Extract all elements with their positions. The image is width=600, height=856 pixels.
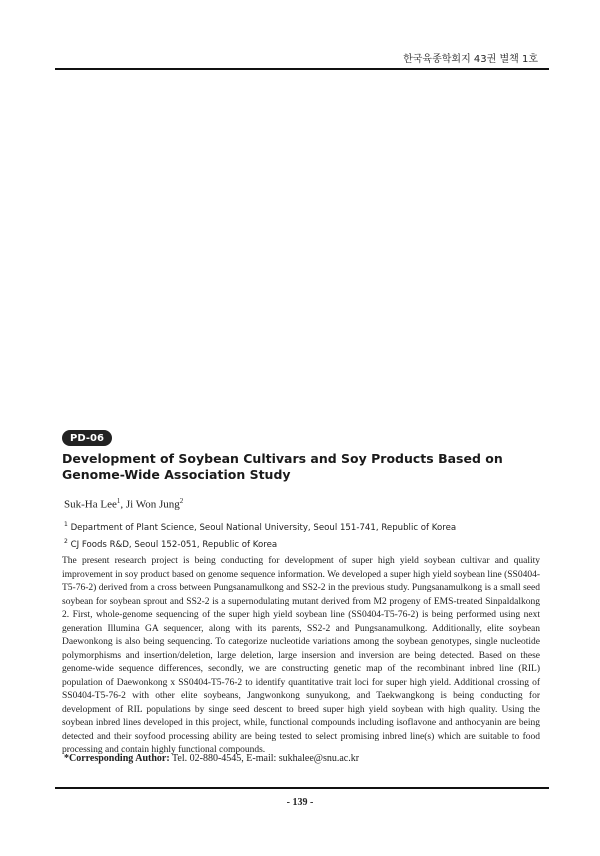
corresponding-author — [64, 753, 359, 764]
corresponding-email: E-mail: sukhalee@snu.ac.kr — [246, 753, 360, 764]
author-affil-marker: 1 — [116, 497, 121, 505]
abstract-text: The present research project is being conducting for development of super high yield soybean cultivar and quality improvement in soy product based on genome sequence information. We developed a super high yield soybean line (SS0404-T5-76-2) derived from a cross between Pungsanamulkong and SS2-2 in the previous study. Pungsanamulkong is a small seed soybean for soybean sprout and SS2-2 is a supernodulating mutant derived from M2 progeny of EMS-treated Sinpaldalkong 2. First, whole-genome sequencing of the super high yield soybean line (SS0404-T5-76-2) is being performed using next generation Illumina GA sequencer, along with its parents, SS2-2 and Pungsanamulkong. Additionally, elite soybean Daewonkong is also being sequencing. To categorize nucleotide variations among the soybean genotypes, single nucleotide polymorphisms and insertion/deletion, large deletion, large insersion and inversion are being detected. Based on these genome-wide sequence differences, secondly, we are constructing genetic map of the recombinant inbred line (RIL) population of Daewonkong x SS0404-T5-76-2 to identify quantitative trait loci for super high yield. Additional crossing of SS0404-T5-76-2 with other elite soybeans, Jangwonkong sunyukong, and Taekwangkong is being conducting for development of RIL populations by singe seed descent to breed super high yield soybean with high quality. Using the soybean inbred lines developed in this project, while, functional compounds including isoflavone and anthocyanin are being detected and their soyfood processing ability are being tested to select promising inbred line(s) which are suitable to food processing and contain highly functional compounds. — [62, 556, 540, 755]
session-badge: PD-06 — [62, 430, 112, 446]
footer-rule — [55, 787, 549, 789]
affiliation-list — [64, 518, 544, 552]
corresponding-tel: Tel. 02-880-4545, — [172, 753, 244, 764]
affiliation-number: 1 — [64, 521, 68, 528]
page-number: - 139 - — [286, 797, 314, 808]
corresponding-label: *Corresponding Author: — [64, 753, 170, 764]
paper-title: Development of Soybean Cultivars and Soy Products Based on Genome-Wide Association Study — [62, 451, 503, 482]
affiliation-text: CJ Foods R&D, Seoul 152-051, Republic of Korea — [70, 539, 278, 550]
affiliation-number: 2 — [64, 537, 68, 545]
author-list — [64, 497, 183, 511]
header-rule — [55, 68, 549, 70]
author-name: Ji Won Jung — [125, 498, 180, 511]
author-separator: , — [120, 498, 126, 511]
author-affil-marker: 2 — [179, 497, 184, 505]
journal-header: 한국육종학회지 43권 별책 1호 — [403, 54, 538, 65]
affiliation-text: Department of Plant Science, Seoul National University, Seoul 151-741, Republic of Korea — [70, 522, 457, 533]
affiliation-item — [64, 518, 544, 535]
author-name: Suk-Ha Lee — [64, 498, 117, 511]
affiliation-item — [64, 535, 544, 552]
